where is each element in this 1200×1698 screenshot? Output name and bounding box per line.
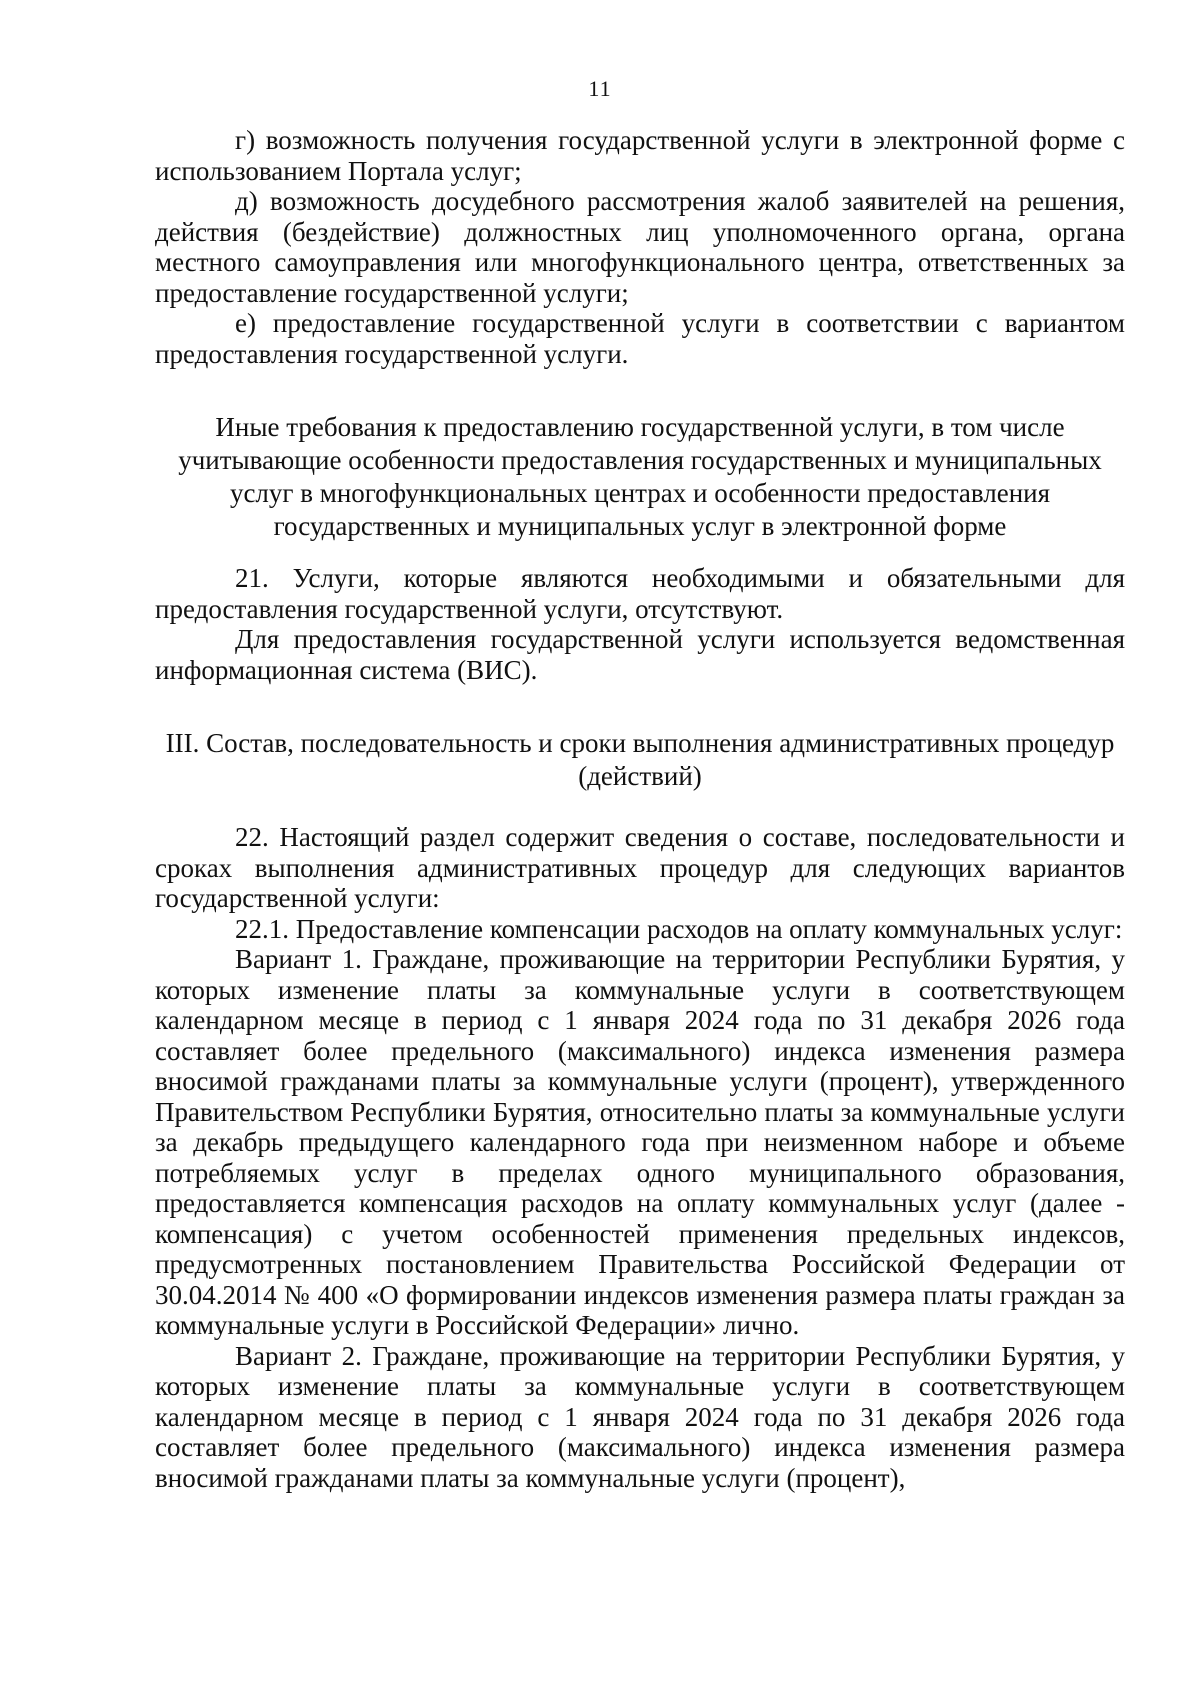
page-number: 11 — [588, 76, 612, 101]
paragraph-21: 21. Услуги, которые являются необходимыми и обязательными для предоставления государственной услуги, отсутствуют. — [155, 563, 1125, 624]
other-requirements-heading-block — [155, 411, 1125, 543]
paragraph-vis: Для предоставления государственной услуги используется ведомственная информационная система (ВИС). — [155, 624, 1125, 685]
section-3-body — [155, 822, 1125, 1493]
list-item-e: е) предоставление государственной услуги в соответствии с вариантом предоставления государственной услуги. — [155, 308, 1125, 369]
paragraph-21-block — [155, 563, 1125, 685]
list-item-d: д) возможность досудебного рассмотрения жалоб заявителей на решения, действия (бездействие) должностных лиц уполномоченного органа, органа местного самоуправления или многофункционального центра, ответственных за предоставление государственной услуги; — [155, 186, 1125, 308]
list-block — [155, 125, 1125, 369]
section-3-heading: III. Состав, последовательность и сроки выполнения административных процедур (действий) — [165, 728, 1115, 791]
paragraph-22: 22. Настоящий раздел содержит сведения о составе, последовательности и сроках выполнения административных процедур для следующих вариантов государственной услуги: — [155, 822, 1125, 913]
variant-2: Вариант 2. Граждане, проживающие на территории Республики Бурятия, у которых изменение платы за коммунальные услуги в соответствующем календарном месяце в период с 1 января 2024 года по 31 декабря 2026 года составляет более предельного (максимального) индекса изменения размера вносимой гражданами платы за коммунальные услуги (процент), — [155, 1340, 1125, 1493]
list-item-g: г) возможность получения государственной услуги в электронной форме с использованием Портала услуг; — [155, 125, 1125, 186]
other-requirements-heading: Иные требования к предоставлению государственной услуги, в том числе учитывающие особенности предоставления государственных и муниципальных услуг в многофункциональных центрах и особенности предоставления государственных и муниципальных услуг в электронной форме — [178, 412, 1102, 541]
variant-1: Вариант 1. Граждане, проживающие на территории Республики Бурятия, у которых изменение платы за коммунальные услуги в соответствующем календарном месяце в период с 1 января 2024 года по 31 декабря 2026 года составляет более предельного (максимального) индекса изменения размера вносимой гражданами платы за коммунальные услуги (процент), утвержденного Правительством Республики Бурятия, относительно платы за коммунальные услуги за декабрь предыдущего календарного года при неизменном наборе и объеме потребляемых услуг в пределах одного муниципального образования, предоставляется компенсация расходов на оплату коммунальных услуг (далее - компенсация) с учетом особенностей применения предельных индексов, предусмотренных постановлением Правительства Российской Федерации от 30.04.2014 № 400 «О формировании индексов изменения размера платы граждан за коммунальные услуги в Российской Федерации» лично. — [155, 944, 1125, 1340]
section-3-heading-block — [155, 727, 1125, 793]
paragraph-22-1: 22.1. Предоставление компенсации расходов на оплату коммунальных услуг: — [235, 913, 1123, 944]
